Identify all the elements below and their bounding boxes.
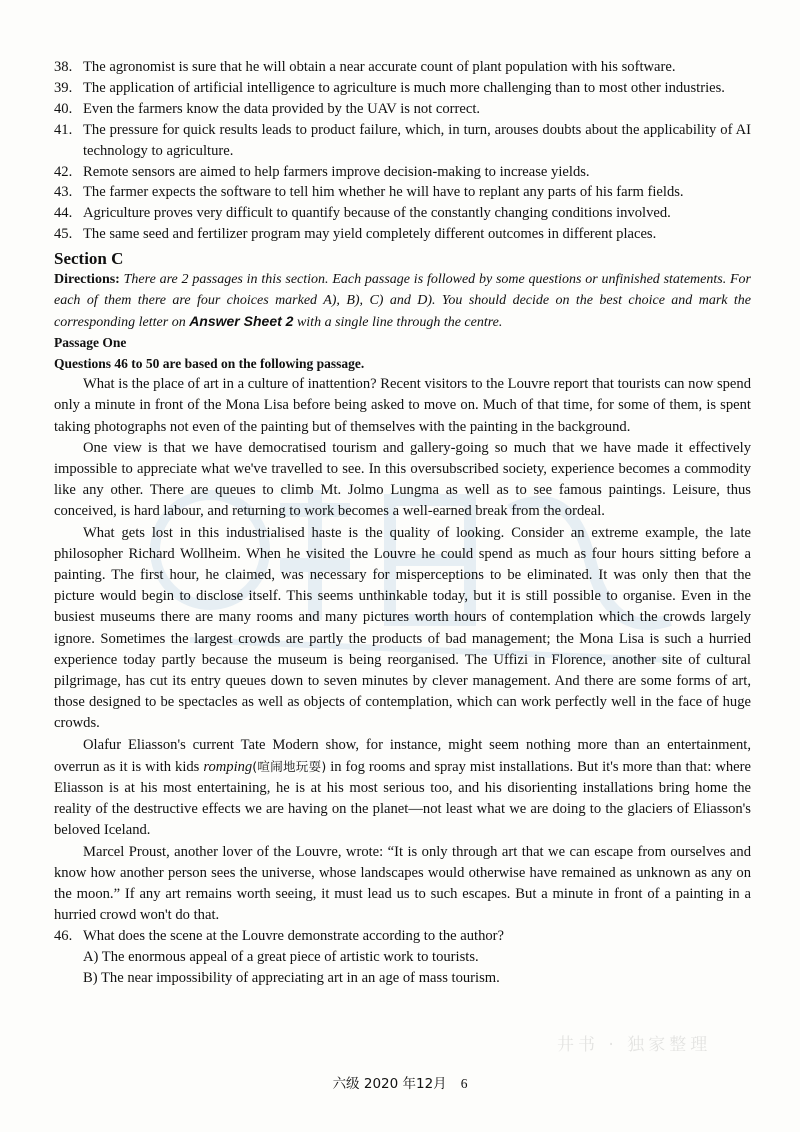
chinese-gloss: (喧闹地玩耍) (252, 758, 327, 774)
question-45 (54, 224, 751, 245)
question-text: The pressure for quick results leads to product failure, which, in turn, arouses doubts about the applicability of AI technology to agriculture. (83, 121, 751, 159)
option-b: B) The near impossibility of appreciating art in an age of mass tourism. (83, 970, 500, 987)
passage-paragraph-1: What is the place of art in a culture of inattention? Recent visitors to the Louvre report that tourists can now spend only a minute in front of the Mona Lisa before being asked to move on. Much of that time, for some of them, is spent taking photographs not even of the painting but of themselves with the painting in the background. (54, 376, 751, 435)
directions-text-end: with a single line through the centre. (293, 315, 503, 331)
question-39 (54, 78, 751, 99)
question-42 (54, 162, 751, 183)
question-number: 44. (54, 205, 73, 222)
question-number: 41. (54, 121, 73, 138)
question-number: 46. (54, 928, 73, 945)
question-list-38-45 (54, 57, 751, 245)
question-number: 42. (54, 163, 73, 180)
question-46 (54, 926, 751, 947)
question-text: The application of artificial intelligence to agriculture is much more challenging than to most other industries. (83, 79, 725, 96)
passage-paragraph-5: Marcel Proust, another lover of the Louvre, wrote: “It is only through art that we can escape from ourselves and know how another person sees the universe, whose landscapes would otherwise have remained as unknown as any on the moon.” If any art remains worth seeing, it must lead us to such escapes. But a minute in front of a painting in a hurried crowd won't do that. (54, 843, 751, 924)
question-text: What does the scene at the Louvre demonstrate according to the author? (83, 928, 505, 945)
questions-range: Questions 46 to 50 are based on the following passage. (54, 355, 365, 371)
question-text: The farmer expects the software to tell him whether he will have to replant any parts of his farm fields. (83, 184, 684, 201)
question-41 (54, 120, 751, 162)
question-text: Agriculture proves very difficult to quantify because of the constantly changing conditions involved. (83, 205, 671, 222)
question-number: 40. (54, 100, 73, 117)
question-number: 43. (54, 184, 73, 201)
passage-paragraph-3: What gets lost in this industrialised haste is the quality of looking. Consider an extreme example, the late philosopher Richard Wollheim. When he visited the Louvre he could spend as much as four hours sitting before a painting. The first hour, he claimed, was necessary for misperceptions to be eliminated. It was only then that the picture would begin to disclose itself. This seems unthinkable today, but it is still possible to organise. Even in the busiest museums there are many rooms and many pictures worth hours of contemplation which the crowds largely ignore. Sometimes the largest crowds are partly the products of bad management; the Mona Lisa is such a hurried experience today partly because the museum is being reorganised. The Uffizi in Florence, another site of cultural pilgrimage, has cut its entry queues down to seven minutes by clever management. And there are some forms of art, those designed to be spectacles as well as objects of contemplation, which can work perfectly well in the face of huge crowds. (54, 524, 751, 732)
question-text: The same seed and fertilizer program may yield completely different outcomes in different places. (83, 226, 657, 243)
passage-title: Passage One (54, 335, 127, 351)
passage-paragraph-4 (54, 735, 751, 842)
page-footer (0, 1072, 800, 1092)
answer-sheet-label: Answer Sheet 2 (189, 313, 294, 330)
answer-options (54, 947, 751, 989)
exam-label: 六级 2020 年12月 (332, 1076, 447, 1092)
watermark-text: 井书 · 独家整理 (557, 1035, 712, 1055)
option-a: A) The enormous appeal of a great piece of artistic work to tourists. (83, 949, 479, 966)
glossed-word: romping (203, 758, 253, 775)
question-text: Remote sensors are aimed to help farmers improve decision-making to increase yields. (83, 163, 590, 180)
directions (54, 269, 751, 333)
question-number: 39. (54, 79, 73, 96)
paragraph-text: Olafur Eliasson's current Tate Modern show, for instance, might seem nothing more than an entertainment, overrun as it is with kids (54, 736, 751, 775)
question-number: 38. (54, 59, 73, 75)
directions-label: Directions: (54, 272, 120, 288)
directions-text: There are 2 passages in this section. Each passage is followed by some questions or unfinished statements. For each of them there are four choices marked A), B), C) and D). You should decide on the best choice and mark the corresponding letter on (54, 272, 751, 331)
question-number: 45. (54, 226, 73, 243)
paragraph-text: in fog rooms and spray mist installations. But it's more than that: where Eliasson is at his most entertaining, he is at his most serious too, and his disorienting installations bring home the reality of the destructive effects we are having on the planet—not least what we are doing to the glaciers of Eliasson's beloved Iceland. (54, 758, 751, 839)
question-40 (54, 99, 751, 120)
page-content (54, 57, 751, 989)
question-text: The agronomist is sure that he will obtain a near accurate count of plant population with his software. (83, 59, 676, 75)
page-number: 6 (460, 1076, 468, 1091)
question-38 (54, 57, 751, 78)
section-title: Section C (54, 249, 124, 269)
passage-paragraph-2: One view is that we have democratised tourism and gallery-going so much that we have made it effectively impossible to appreciate what we've travelled to see. In this oversubscribed society, experience becomes a commodity like any other. There are queues to climb Mt. Jolmo Lungma as well as to see famous paintings. Leisure, thus conceived, is hard labour, and returning to work becomes a well-earned break from the ordeal. (54, 439, 751, 520)
question-43 (54, 182, 751, 203)
question-text: Even the farmers know the data provided by the UAV is not correct. (83, 100, 481, 117)
question-44 (54, 203, 751, 224)
